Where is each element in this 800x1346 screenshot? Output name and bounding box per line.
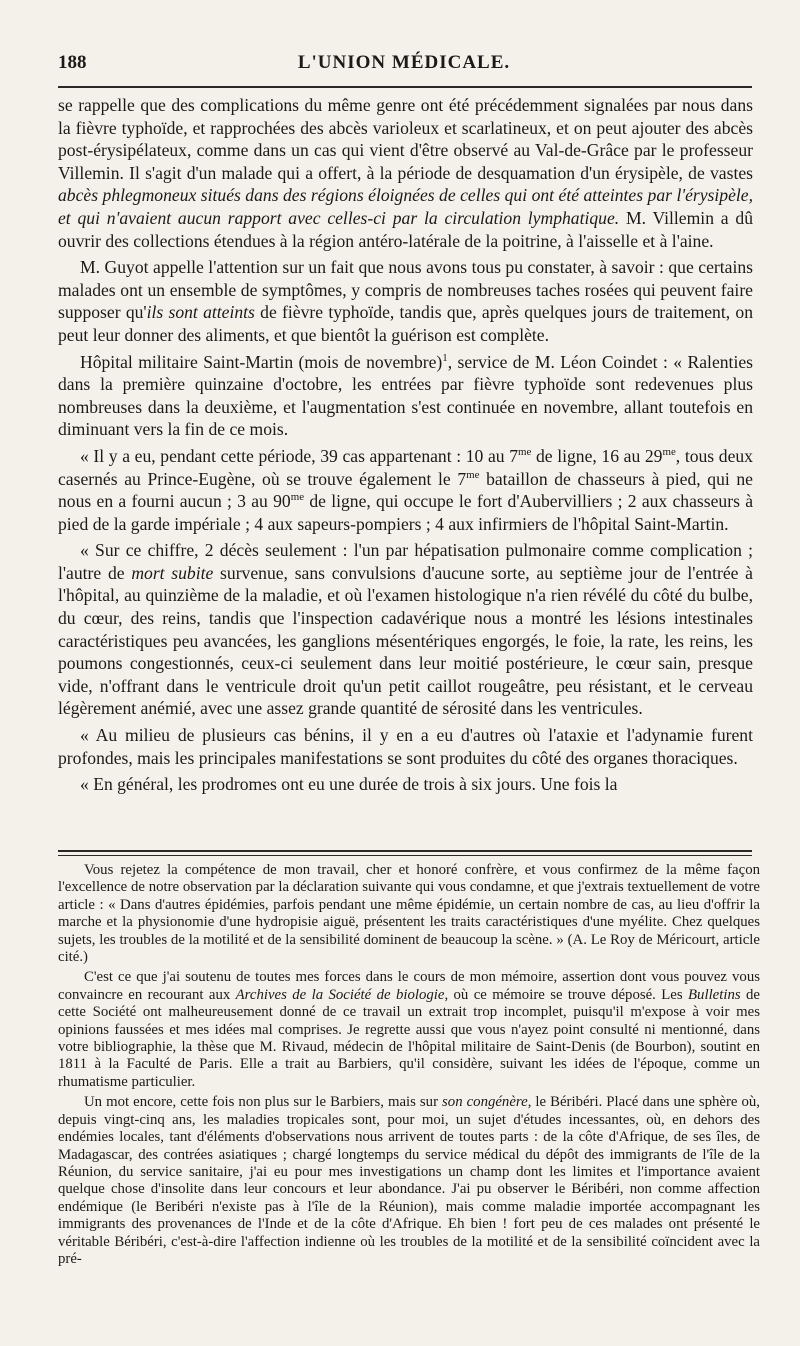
text-run: C'est ce que j'ai soutenu de toutes mes forces dans le cours de mon mémoire, assertion dont vous pouvez vous convaincre en recourant aux bbox=[58, 969, 760, 1003]
superscript: me bbox=[662, 446, 676, 459]
text-run: M. Villemin a dû ouvrir des collections étendues à la région antéro-latérale de la poitrine, à l'aisselle et à l'aine. bbox=[58, 207, 753, 251]
text-run: de ligne, qui occupe le fort d'Aubervilliers ; 2 aux chasseurs à pied de la garde impériale ; 4 aux sapeurs-pompiers ; 4 aux infirmiers de l'hôpital Saint-Martin. bbox=[58, 491, 753, 534]
superscript: me bbox=[290, 491, 305, 504]
text-run: survenue, sans convulsions d'aucune sorte, au septième jour de l'entrée à l'hôpital, au quinzième de la maladie, et où l'examen histologique n'a rien révélé du côté du bulbe, du cœur, des reins, tandis que l'inspection cadavérique nous a montré les lésions intestinales caractéristiques peu avancées, les ganglions mésentériques engorgés, le foie, la rate, les reins, les poumons congestionnés, ceux-ci seulement dans leur moitié postérieure, le cœur sain, presque vide, n'offrant dans le ventricule droit qu'un petit caillot rougeâtre, peu résistant, et le cerveau légèrement anémié, avec une assez grande quantité de sérosité dans les ventricules. bbox=[58, 562, 753, 719]
text-run: bataillon de chasseurs à pied, qui ne nous en a fourni aucun ; 3 au 90 bbox=[58, 468, 753, 512]
italic-text: mort subite bbox=[131, 562, 214, 583]
text-run: de cette Société ont malheureusement donné de ce travail un extrait trop incomplet, puisqu'il m'expose à voir mes opinions faussées et mes idées mal comprises. Je regrette aussi que vous n'ayez point consulté ni mentionné, dans votre bibliographie, la thèse que M. Rivaud, médecin de l'hôpital militaire de Saint-Denis (de Bourbon), soutint en 1811 à la Faculté de Paris. Elle a trait au Barbiers, qu'il considère, suivant les idées de l'époque, comme un rhumatisme particulier. bbox=[58, 986, 760, 1090]
italic-text: abcès phlegmoneux situés dans des régions éloignées de celles qui ont été atteintes par l'érysipèle, et qui n'avaient aucun rapport avec celles-ci par la circulation lymphatique. bbox=[58, 185, 753, 228]
body-paragraph bbox=[58, 445, 753, 535]
text-run: de fièvre typhoïde, tandis que, après quelques jours de traitement, on peut leur donner des aliments, et que bientôt la guérison est complète. bbox=[58, 302, 753, 345]
body-paragraph bbox=[58, 256, 753, 346]
superscript: me bbox=[466, 468, 480, 481]
text-run: , le Béribéri. Placé dans une sphère où, depuis vingt-cinq ans, les maladies tropicales sont, pour moi, un sujet d'études incessantes, où, en dehors des endémies locales, tant d'éléments d'observations nous arrivent de toutes parts : de la côte d'Afrique, de ses îles, de Madagascar, des contrées asiatiques ; chargé longtemps du service médical du dépôt des immigrants de l'île de la Réunion, du service sanitaire, j'ai eu pour mes investigations un champ dont les limites et l'importance avaient quelque chose d'insolite dans leur concours et leur abondance. J'ai pu observer le Béribéri, non comme affection endémique (le Beribéri n'existe pas à l'île de la Réunion), mais comme maladie importée accompagnant les immigrants des provenances de l'Inde et de la côte d'Afrique. Eh bien ! fort peu de ces malades ont présenté le véritable Béribéri, c'est-à-dire l'affection indienne où les troubles de la motilité et de la sensibilité coïncident avec la pré- bbox=[58, 1094, 760, 1267]
italic-text: son congénère bbox=[442, 1094, 528, 1111]
text-run: , service de M. Léon Coindet : « Ralenties dans la première quinzaine d'octobre, les entrées par fièvre typhoïde sont redevenues plus nombreuses dans la deuxième, et l'augmentation s'est continuée en novembre, allant toutefois en diminuant vers la fin de ce mois. bbox=[58, 351, 753, 440]
text-run: M. Guyot appelle l'attention sur un fait que nous avons tous pu constater, à savoir : que certains malades ont un ensemble de symptômes, y compris de nombreuses taches rosées qui peuvent faire supposer qu' bbox=[58, 257, 753, 323]
text-run: « Sur ce chiffre, 2 décès seulement : l'un par hépatisation pulmonaire comme complication ; l'autre de bbox=[58, 540, 753, 583]
text-run: Un mot encore, cette fois non plus sur le Barbiers, mais sur bbox=[84, 1094, 443, 1111]
text-run: Hôpital militaire Saint-Martin (mois de novembre) bbox=[80, 351, 443, 372]
header-rule bbox=[58, 86, 752, 88]
footnote-text bbox=[58, 862, 760, 1271]
body-paragraph bbox=[58, 539, 753, 720]
body-paragraph bbox=[58, 724, 753, 769]
superscript: 1 bbox=[442, 351, 448, 364]
text-run: se rappelle que des complications du même genre ont été précédemment signalées par nous dans la fièvre typhoïde, et rapprochées des abcès varioleux et scarlatineux, et on peut ajouter des abcès post-érysipélateux, comme dans un cas qui vient d'être observé au Val-de-Grâce par le professeur Villemin. Il s'agit d'un malade qui a offert, à la période de desquamation d'un érysipèle, de vastes bbox=[58, 95, 753, 183]
superscript: me bbox=[518, 446, 532, 459]
text-run: , tous deux casernés au Prince-Eugène, où se trouve également le 7 bbox=[58, 445, 753, 489]
running-title: L'UNION MÉDICALE. bbox=[297, 52, 511, 73]
footnote-paragraph bbox=[58, 969, 760, 1091]
main-text bbox=[58, 94, 753, 800]
text-run: de ligne, 16 au 29 bbox=[531, 445, 663, 466]
text-run: Vous rejetez la compétence de mon travail, cher et honoré confrère, et vous confirmez de la même façon l'excellence de notre observation par la déclaration suivante qui vous condamne, et que j'extrais textuellement de votre article : « Dans d'autres épidémies, parfois pendant une même épidémie, un certain nombre de cas, au lieu d'offrir la marche et la physionomie d'une hydropisie aiguë, présentent les traits caractéristiques d'une myélite. Chez quelques sujets, les troubles de la motilité et de la sensibilité dominent de beaucoup la scène. » (A. Le Roy de Méricourt, article cité.) bbox=[58, 862, 760, 966]
footnote-paragraph bbox=[58, 1094, 760, 1268]
page-number: 188 bbox=[58, 52, 87, 73]
italic-text: Bulletins bbox=[688, 986, 741, 1003]
footnote-paragraph bbox=[58, 862, 760, 966]
italic-text: Archives de la Société de biologie bbox=[235, 986, 445, 1003]
body-paragraph bbox=[58, 94, 753, 252]
italic-text: ils sont atteints bbox=[146, 302, 255, 323]
text-run: « Au milieu de plusieurs cas bénins, il y en a eu d'autres où l'ataxie et l'adynamie furent profondes, mais les principales manifestations se sont produites du côté des organes thoraciques. bbox=[58, 725, 753, 768]
text-run: « Il y a eu, pendant cette période, 39 cas appartenant : 10 au 7 bbox=[80, 445, 519, 466]
text-run: « En général, les prodromes ont eu une durée de trois à six jours. Une fois la bbox=[80, 774, 618, 795]
footnote-separator bbox=[58, 850, 752, 856]
text-run: , où ce mémoire se trouve déposé. Les bbox=[444, 986, 689, 1003]
page-header bbox=[58, 52, 750, 78]
body-paragraph bbox=[58, 773, 753, 796]
body-paragraph bbox=[58, 351, 753, 441]
